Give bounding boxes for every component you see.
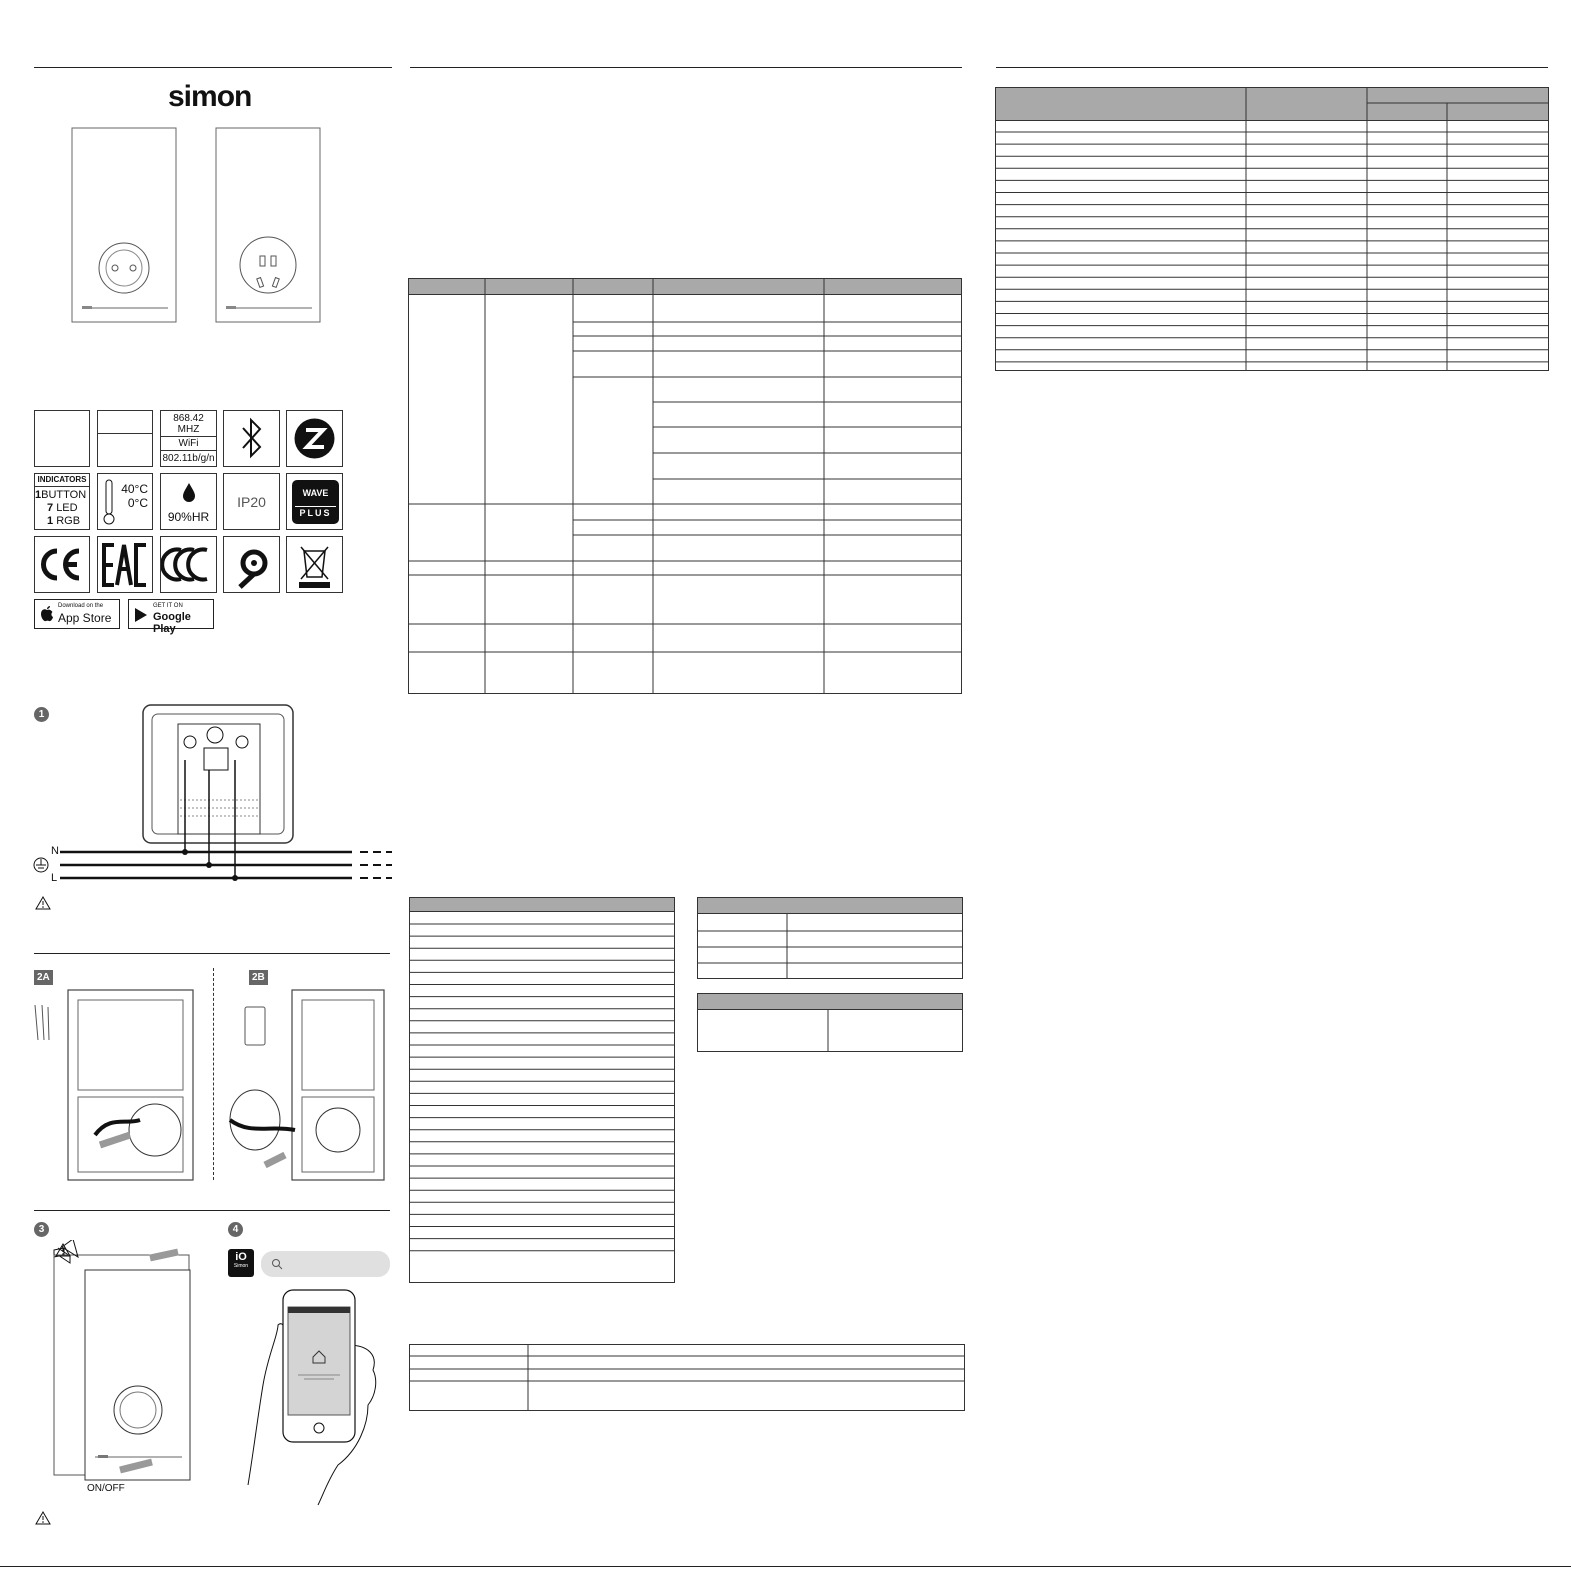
- phone-in-hand-drawing: [228, 1285, 388, 1507]
- blank-icon-box: [34, 410, 90, 467]
- indicators-led-count: 7: [47, 502, 54, 514]
- search-icon: [271, 1258, 283, 1270]
- indicators-icon: [34, 473, 90, 530]
- app-store-badge[interactable]: [34, 599, 120, 629]
- eac-mark-icon: [97, 536, 153, 593]
- bluetooth-icon: [223, 410, 280, 467]
- on-off-label: ON/OFF: [87, 1483, 125, 1494]
- radio-frequency-icon: [160, 410, 217, 467]
- wiring-diagram: [30, 700, 395, 885]
- app-icon-text: iO: [235, 1251, 247, 1263]
- simon-io-app-icon: [228, 1249, 254, 1277]
- wire-live-label: L: [51, 872, 58, 884]
- wire-neutral-label: N: [51, 845, 59, 857]
- brand-logo: simon: [168, 80, 252, 113]
- top-rule-middle: [410, 67, 962, 68]
- humidity-icon: [160, 473, 217, 530]
- warning-icon-step3: [55, 1243, 71, 1257]
- app-store-small-text: Download on the: [58, 603, 104, 609]
- divider-2a-2b: [213, 968, 214, 1180]
- certification-mark-icon: [223, 536, 280, 593]
- wifi-label: WiFi: [178, 438, 199, 449]
- indicators-title: INDICATORS: [37, 475, 87, 484]
- zwave-plus: PLUS: [299, 508, 332, 518]
- temp-max: 40°C: [121, 482, 148, 496]
- spec-table-main: [408, 278, 964, 696]
- cover-install-drawing: [30, 1240, 200, 1495]
- blank-split-icon-box: [97, 410, 153, 467]
- spec-table-bottom: [409, 1344, 966, 1412]
- ce-mark-icon: [34, 536, 90, 593]
- google-play-badge[interactable]: [128, 599, 214, 635]
- indicators-rgb-label: RGB: [56, 515, 81, 527]
- google-play-icon: [134, 607, 148, 623]
- step-2b-badge: 2B: [249, 970, 268, 985]
- step-2a-badge: 2A: [34, 970, 53, 985]
- spec-table-small-1: [697, 897, 964, 980]
- section-rule-2: [34, 953, 390, 954]
- indicators-button-label: BUTTON: [41, 489, 87, 501]
- apple-icon: [40, 606, 54, 623]
- top-rule-left: [34, 67, 392, 68]
- step-1-badge: 1: [34, 707, 49, 722]
- zwave-word: WAVE: [302, 488, 329, 498]
- step-4-badge: 4: [228, 1222, 243, 1237]
- google-play-text: Google Play: [153, 611, 191, 635]
- temp-min: 0°C: [127, 496, 148, 510]
- indicators-led-label: LED: [56, 502, 78, 514]
- radio-unit: MHZ: [177, 424, 200, 435]
- mounting-frame-2a: [30, 985, 215, 1185]
- spec-table-right: [995, 87, 1551, 373]
- ip-rating-icon: [223, 473, 280, 530]
- humidity-value: 90%HR: [167, 510, 210, 524]
- wifi-standard: 802.11b/g/n: [162, 453, 215, 464]
- app-search-bar[interactable]: [261, 1251, 390, 1277]
- app-store-text: App Store: [58, 611, 112, 625]
- spec-table-list: [409, 897, 676, 1284]
- indicators-rgb-count: 1: [47, 515, 54, 527]
- top-rule-right: [996, 67, 1548, 68]
- ip-rating: IP20: [237, 494, 266, 510]
- app-icon-sub: Simon: [233, 1263, 249, 1269]
- zwave-icon: [286, 410, 343, 467]
- mounting-frame-2b: [220, 985, 390, 1185]
- indicators-button-count: 1: [35, 489, 42, 501]
- step-3-badge: 3: [34, 1222, 49, 1237]
- radio-freq: 868.42: [173, 413, 204, 424]
- spec-table-small-2: [697, 993, 964, 1053]
- temperature-icon: [97, 473, 153, 530]
- google-play-small-text: GET IT ON: [153, 603, 183, 609]
- weee-bin-icon: [286, 536, 343, 593]
- product-drawings: [60, 120, 340, 330]
- warning-icon-bottom: [35, 1511, 51, 1525]
- warning-icon: [35, 896, 51, 910]
- ccc-mark-icon: [160, 536, 217, 593]
- section-rule-3: [34, 1210, 390, 1211]
- zwave-plus-icon: [286, 473, 343, 530]
- bottom-rule: [0, 1566, 1571, 1567]
